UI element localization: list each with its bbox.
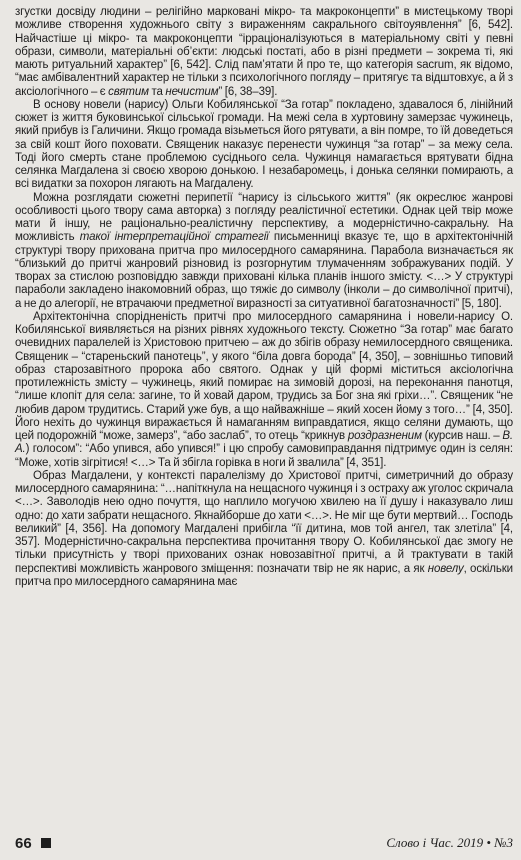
journal-title: Слово і Час. 2019 • №3	[386, 835, 513, 850]
italic-strategy: такої інтерпретаційної стратегії	[79, 231, 269, 244]
paragraph-1-text: згустки досвіду людини – релігійно марковані мікро- та макроконцепти” в мистецькому творі можливе створення художнього світу з вираженням сакрального світоуявлення” [6, 542]. Найчастіше ці мікро- та макроконцепти “ірраціоналізуються в матеріальному світі у певні образи, символи, матеріальні об’єкти: людські постаті, або в різні предмети – зокрема ті, які мають ритуальний характер” [6, 542]. Слід пам’ятати й про те, що категорія sacrum, як відомо, “має амбівалентний характер не тільки з психологічного погляду – притягує та відштовхує, а й з аксіологічного – є	[15, 6, 513, 98]
paragraph-1-end: ” [6, 38–39].	[218, 85, 278, 98]
paragraph-4	[15, 311, 513, 470]
paragraph-3-text-b: письменниці вказує те, що в архітектонічній структурі твору прихована притча про милосердного самарянина. Парабола визначається як “близький до притчі жанровий різновид із розгорнутим тлумаченням зображуваних подій. У творах за стислою розповіддю завжди приховані кілька планів іншого змісту. <…> У структурі параболи закладено інакомовний образ, що тяжіє до символу (інколи – до символічної притчі), а не до алегорії, не втрачаючи предметної виразності за ситуативної багатозначності” [5, 180].	[15, 231, 513, 310]
italic-irritated: роздразненим	[347, 430, 422, 442]
square-marker-icon	[41, 838, 51, 848]
paragraph-5-text-a: Образ Магдалени, у контексті паралелізму до Христової притчі, симетричний до образу милосердного самарянина: “…напіткнула на нещасного чужинця і з остраху аж уголос скричала <…>. Заволодів нею одно почуття, що наплило могучою хвилею на її душу і наказувало лиш одно: до хати забрати нещасного. Якнайборше до хати <…>. Не міг ще бути мертвий… Господь великий” [4, 356]. На допомогу Магдалені прибігла “її дитина, мов той ангел, так злетіла” [4, 357]. Модерністично-сакральна перспектива прочитання твору О. Кобилянської дає змогу не тільки присутність у творі прихованих ознак новозавітної притчі, а й трактувати в такій перспективі можливість жанрового зміщення: позначати твір не як нарис, а як	[15, 469, 513, 575]
article-body	[15, 6, 513, 589]
paragraph-4-text-a: Архітектонічна спорідненість притчі про милосердного самарянина і новели-нарису О. Кобилянської виявляється на різних рівнях художнього тексту. Сюжетно “За готар” має багато очевидних паралелей із Христовою притчею – аж до збігів образу немилосердного священика. Священик – “стареньский панотець”, у якого “біла довга борода” [4, 350], – зовнішньо типовий образ старозавітного пророка або святого. Однак у цій формі міститься аксіологічна протилежність змісту – чужинець, який помирає на зимовій дорозі, на переконання панотця, “лише клопіт для села: загине, то й ховай даром, трудись за Бог зна які гріхи…”. Священик “не любив даром трудитись. Старий уже був, а що найважніше – який хосен йому з того…” [4, 350]. Його нехіть до чужинця виражається й намаганням виправдатися, якщо селяни думають, що цей подорожній “може, замерз”, “або заслаб”, то отець “крикнув	[15, 310, 513, 442]
paragraph-4-text-c: ) голосом”: “Або упився, або упився!” і цю спробу самовиправдання підтримує один із селян: “Може, хотів зігрітися! <…> Та й збігла горівка в ноги й звалила” [4, 351].	[15, 443, 513, 469]
paragraph-1-mid: та	[148, 85, 166, 98]
paragraph-5	[15, 470, 513, 589]
paragraph-4-text-b: (курсив наш. –	[421, 430, 503, 442]
paragraph-1	[15, 6, 513, 99]
paragraph-3-text-a: Можна розглядати сюжетні перипетії “нарису із сільського життя” (як окреслює жанрові особливості цього твору сама авторка) з погляду реалістичної естетики. Однак цей твір може мати й іншу, не раціонально-реалістичну перспективу, а модерністично-сакральну. На можливість	[15, 191, 513, 244]
italic-unclean: нечистим	[165, 85, 219, 98]
page-footer	[15, 833, 513, 853]
paragraph-3	[15, 192, 513, 311]
italic-sacred: святим	[108, 85, 149, 98]
italic-novella: новелу	[427, 562, 464, 575]
paragraph-5-text-b: , оскільки притча про милосердного самарянина має	[15, 562, 513, 588]
paragraph-2: В основу новели (нарису) Ольги Кобилянської “За готар” покладено, здавалося б, лінійний сюжет із життя буковинської сільської громади. На межі села в хуртовину замерзає чужинець, який прибув із Галичини. Якщо громада візьметься його рятувати, а він помре, то їй доведеться за свій кошт його поховати. Священик наказує перенести чужинця “за готар” – за межу села. Тоді його смерть стане проблемою сусіднього села. Чужинця намагається врятувати бідна селянка Магдалена зі своєю хворою донькою. І незабаромець, і донька селянки помирають, а всі видатки за похорон лягають на Магдалену.	[15, 98, 513, 191]
italic-initials: В. А.	[15, 430, 514, 456]
page-number: 66	[15, 834, 32, 852]
